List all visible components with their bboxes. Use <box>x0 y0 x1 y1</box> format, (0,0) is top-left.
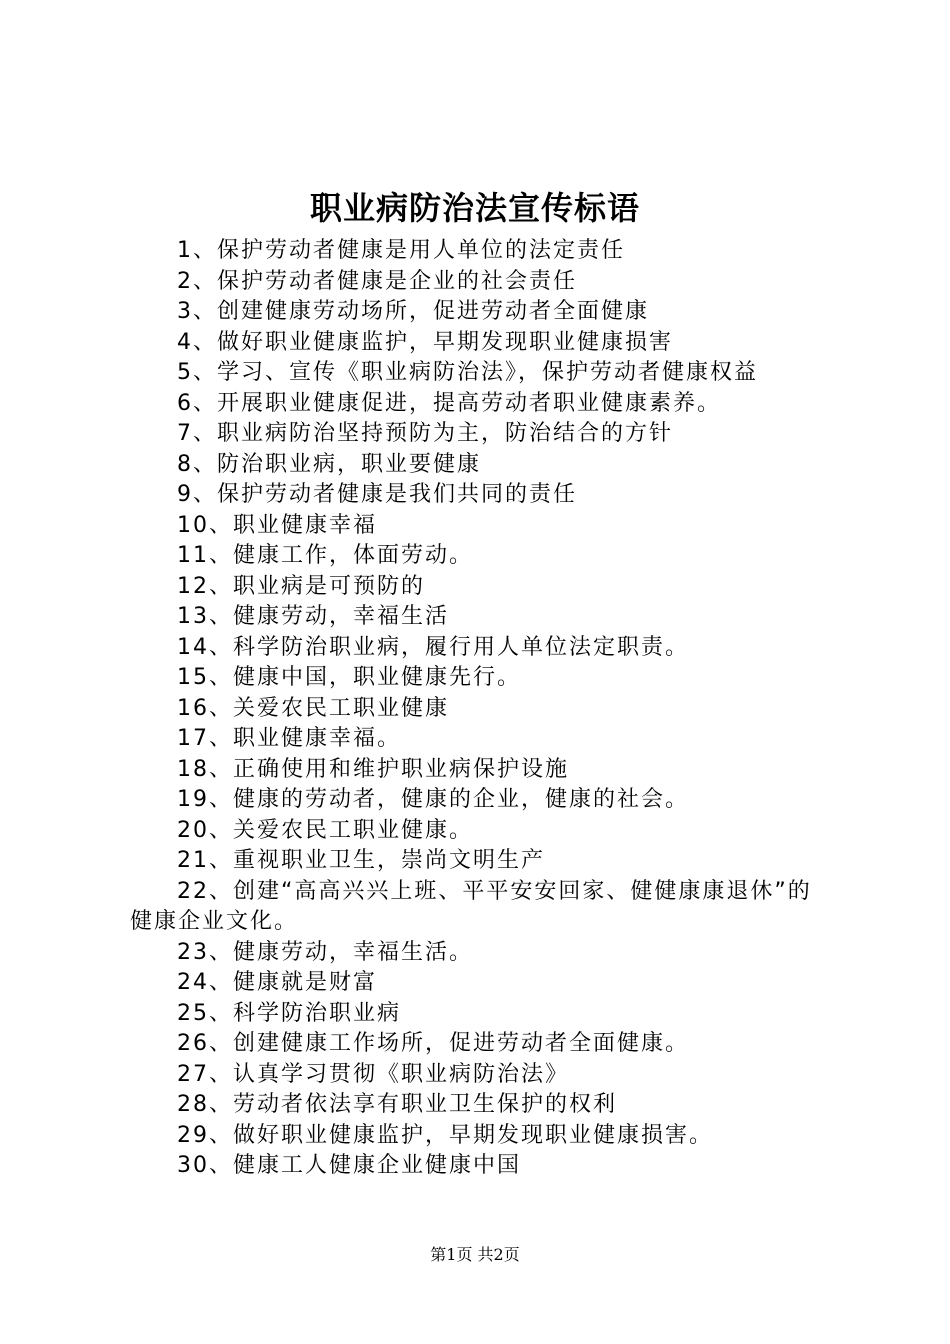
list-item: 19、健康的劳动者，健康的企业，健康的社会。 <box>177 787 689 812</box>
list-item: 23、健康劳动，幸福生活。 <box>177 939 473 965</box>
list-item: 12、职业病是可预防的 <box>177 573 425 599</box>
list-item: 11、健康工作，体面劳动。 <box>177 543 473 568</box>
list-item: 8、防治职业病，职业要健康 <box>177 451 481 477</box>
list-item: 22、创建“高高兴兴上班、平平安安回家、健健康康退休”的健康企业文化。 <box>130 878 812 934</box>
list-item: 7、职业病防治坚持预防为主，防治结合的方针 <box>177 421 673 446</box>
list-item: 29、做好职业健康监护，早期发现职业健康损害。 <box>177 1122 713 1148</box>
list-item: 30、健康工人健康企业健康中国 <box>177 1153 521 1178</box>
list-item: 16、关爱农民工职业健康 <box>177 695 449 721</box>
list-item: 15、健康中国，职业健康先行。 <box>177 665 521 690</box>
list-item: 9、保护劳动者健康是我们共同的责任 <box>177 482 577 507</box>
list-item: 6、开展职业健康促进，提高劳动者职业健康素养。 <box>177 390 721 416</box>
list-item: 13、健康劳动，幸福生活 <box>177 604 449 629</box>
list-item: 27、认真学习贯彻《职业病防治法》 <box>177 1061 569 1087</box>
list-item: 20、关爱农民工职业健康。 <box>177 817 473 843</box>
list-item: 26、创建健康工作场所，促进劳动者全面健康。 <box>177 1031 689 1056</box>
document-title: 职业病防治法宣传标语 <box>309 189 640 227</box>
page-footer: 第1页 共2页 <box>430 1245 520 1264</box>
list-item: 14、科学防治职业病，履行用人单位法定职责。 <box>177 634 689 660</box>
list-item: 21、重视职业卫生，崇尚文明生产 <box>177 848 545 873</box>
list-item: 18、正确使用和维护职业病保护设施 <box>177 756 569 782</box>
list-item: 3、创建健康劳动场所，促进劳动者全面健康 <box>177 299 649 324</box>
list-item: 1、保护劳动者健康是用人单位的法定责任 <box>177 238 625 263</box>
list-item: 28、劳动者依法享有职业卫生保护的权利 <box>177 1092 617 1117</box>
list-item: 24、健康就是财富 <box>177 970 377 995</box>
list-item: 5、学习、宣传《职业病防治法》，保护劳动者健康权益 <box>177 360 758 385</box>
list-item: 4、做好职业健康监护，早期发现职业健康损害 <box>177 329 673 355</box>
slogan-list <box>130 236 835 1182</box>
list-item: 2、保护劳动者健康是企业的社会责任 <box>177 268 577 294</box>
list-item: 10、职业健康幸福 <box>177 512 377 538</box>
list-item: 17、职业健康幸福。 <box>177 726 401 751</box>
list-item: 25、科学防治职业病 <box>177 1000 401 1026</box>
